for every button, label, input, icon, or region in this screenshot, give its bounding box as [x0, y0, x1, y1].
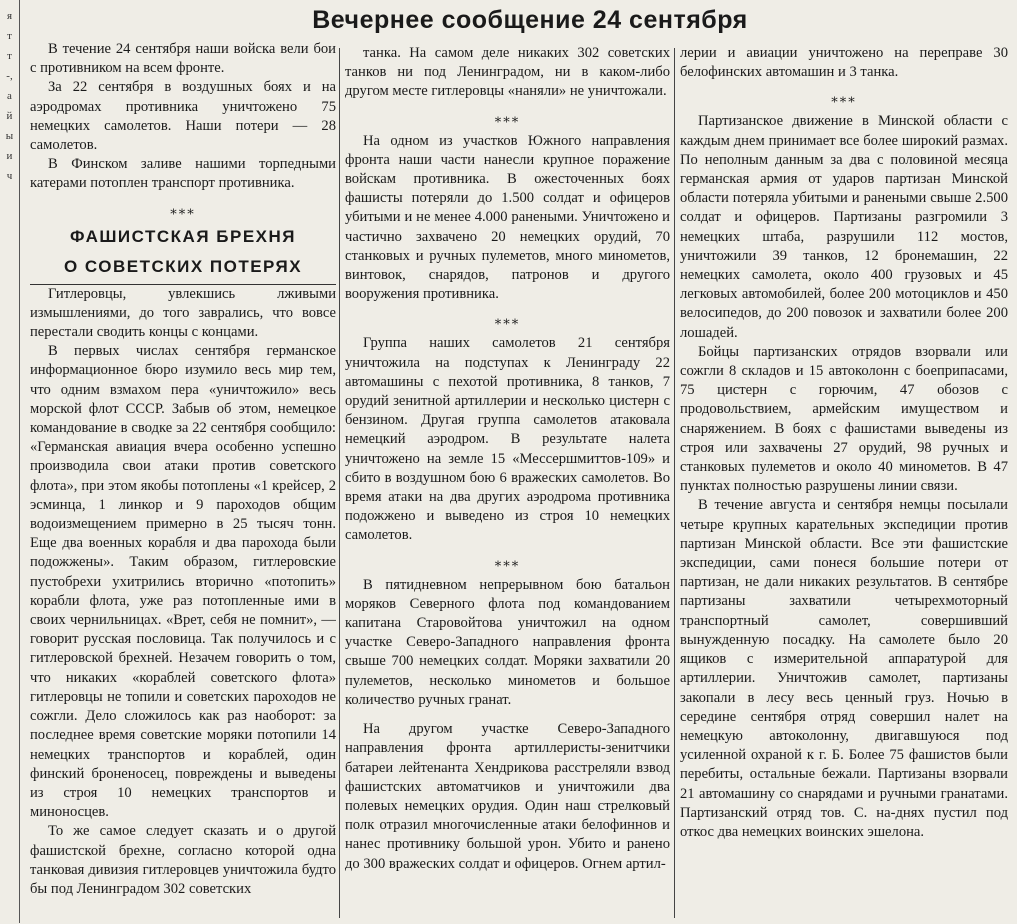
edge-fragment: а — [7, 90, 12, 102]
asterism-divider: ⁎⁎⁎ — [494, 553, 521, 569]
asterism-divider: ⁎⁎⁎ — [831, 90, 857, 106]
column-3 — [680, 44, 1008, 924]
paragraph: Гитлеровцы, увлекшись лживыми измышлениями, до того заврались, что вовсе перестали сводить концы с концами. — [30, 285, 336, 341]
paragraph: На одном из участков Южного направления фронта наши части нанесли крупное поражение войскам противника. В ожесточенных боях фашисты потеряли до 1.500 солдат и офицеров убитыми и не менее 4.000 ранеными. Уничтожено и частично захвачено 20 немецких орудий, 70 станковых и ручных пулеметов, много минометов, винтовок, снарядов, патронов и другого вооружения противника. — [345, 132, 670, 303]
edge-fragment: ы — [5, 130, 14, 142]
paragraph: лерии и авиации уничтожено на переправе 30 белофинских автомашин и 3 танка. — [680, 45, 1008, 81]
column-2 — [345, 44, 670, 924]
edge-fragment: й — [6, 110, 13, 122]
paragraph: На другом участке Северо-Западного направления фронта артиллеристы-зенитчики батареи лейтенанта Хендрикова расстреляли взвод фашистских автоматчиков и уничтожили два полевых немецких орудия. Один наш стрелковый полк отразил многочисленные атаки белофиннов и нанес противнику большой урон. Убито и ранено до 300 вражеских солдат и офицеров. Огнем артил- — [345, 721, 670, 872]
paragraph: Группа наших самолетов 21 сентября уничтожила на подступах к Ленинграду 22 автомашины с пехотой противника, 8 танков, 7 орудий зенитной артиллерии и несколько цистерн с бензином. Другая группа самолетов атаковала немецкий аэродром. В результате налета уничтожено на земле 15 «Мессершмиттов-109» и сбито в воздушном бою 6 вражеских самолетов. Во время атаки на два других аэродрома противника подожжено и выведено из строя 10 немецких самолетов. — [345, 335, 670, 544]
paragraph-gap — [345, 710, 670, 720]
article-heading-line: ФАШИСТСКАЯ БРЕХНЯ — [69, 226, 296, 246]
paragraph: В течение августа и сентября немцы посылали четыре крупных карательных экспедиции против партизан Минской области. Все эти фашистские экспедиции, сами понеся большие потери от партизан, не дали никаких результатов. В сентябре партизаны захватили четырехмоторный транспортный самолет, совершивший вынужденную посадку. На самолете было 20 ящиков с измерительной аппаратурой для артиллерии. Уничтожив самолет, партизаны закопали в лесу весь ценный груз. Ночью в середине сентября отряд совершил налет на немецкую автоколонну, двигавшуюся под усиленной охраной к г. Б. Более 75 фашистов были перебиты, остальные бежали. Партизаны взорвали 21 автомашину со снарядами и ручными гранатами. Партизанский отряд тов. С. на-днях пустил под откос два немецких воинских эшелона. — [680, 497, 1008, 840]
asterism-divider: ⁎⁎⁎ — [494, 312, 521, 328]
adjacent-column-fragment — [0, 0, 20, 923]
edge-fragment: -, — [6, 70, 13, 82]
column-divider — [674, 48, 675, 918]
edge-fragment: и — [6, 150, 13, 162]
paragraph: В Финском заливе нашими торпедными катерами потоплен транспорт противника. — [30, 156, 336, 192]
paragraph: танка. На самом деле никаких 302 советских танков ни под Ленинградом, ни в каком-либо другом месте гитлеровцы «наняли» не уничтожали. — [345, 45, 670, 100]
edge-fragment: я — [6, 10, 13, 22]
paragraph: Бойцы партизанских отрядов взорвали или сожгли 8 складов и 15 автоколонн с боеприпасами, 75 цистерн с горючим, 47 обозов с продовольствием, армейским имуществом и снаряжением. В боях с фашистами выведены из строя или захвачены 27 орудий, 98 ручных и станковых пулеметов и около 40 минометов. В 47 пунктах полностью разрушены линии связи. — [680, 343, 1008, 495]
paragraph: В пятидневном непрерывном бою батальон моряков Северного флота под командованием капитана Старовойтова уничтожил на одном участке Северо-Западного направления фронта свыше 700 немецких солдат. Моряки захватили 20 пулеметов, несколько минометов и большое количество ручных гранат. — [345, 576, 670, 708]
edge-fragment: ч — [6, 170, 13, 182]
edge-fragment: т — [7, 50, 12, 62]
column-1 — [30, 40, 336, 920]
paragraph: За 22 сентября в воздушных боях и на аэродромах противника уничтожено 75 немецких самолетов. Наши потери — 28 самолетов. — [30, 79, 336, 154]
column-divider — [339, 48, 340, 918]
paragraph: В течение 24 сентября наши войска вели бои с противником на всем фронте. — [30, 41, 336, 77]
paragraph: То же самое следует сказать и о другой фашистской брехне, согласно которой одна танковая дивизия гитлеровцев уничтожила будто бы под Ленинградом 302 советских — [30, 823, 336, 897]
asterism-divider: ⁎⁎⁎ — [494, 109, 521, 125]
edge-fragment: т — [7, 30, 12, 42]
paragraph: В первых числах сентября германское информационное бюро изумило весь мир тем, что одним взмахом пера «уничтожило» весь морской флот СССР. Забыв об этом, немецкое командование в сводке за 22 сентября сообщило: «Германская авиация вчера особенно успешно производила свои атаки против советского флота», при этом якобы потоплены «1 крейсер, 2 эсминца, 1 линкор и 9 пароходов общим водоизмещением примерно в 25 тысяч тонн. Еще два военных корабля и два парохода были подожжены». Таким образом, гитлеровские пустобрехи ухитрились вторично «потопить» корабли флота, уже раз потопленные ими в своих чернильницах. «Врет, себя не помнит», — говорит русская пословица. Так получилось и с гитлеровской брехней. Незачем говорить о том, что никаких «кораблей советского флота» гитлеровцы не топили и советских пароходов не сожгли. Дело сложилось как раз наоборот: за последнее время советские моряки потопили 14 немецких транспортов и кораблей, один финский броненосец, повреждены и выведены из строя 10 немецких транспортов и миноносцев. — [30, 343, 336, 821]
article-heading-line: О СОВЕТСКИХ ПОТЕРЯХ — [63, 256, 303, 276]
paragraph: Партизанское движение в Минской области с каждым днем принимает все более широкий размах. По неполным данным за два с половиной месяца германская армия от ударов партизан Минской области потеряла убитыми и ранеными свыше 2.500 солдат и офицеров. Партизаны разгромили 3 немецких штаба, разрушили 112 мостов, уничтожили 39 танков, 12 бронемашин, 22 немецких самолета, около 400 грузовых и 45 легковых автомобилей, более 200 мотоциклов и 450 велосипедов, до 200 повозок и захватили более 200 лошадей. — [680, 113, 1008, 341]
asterism-divider: ⁎⁎⁎ — [170, 201, 196, 217]
page-headline: Вечернее сообщение 24 сентября — [312, 6, 748, 34]
